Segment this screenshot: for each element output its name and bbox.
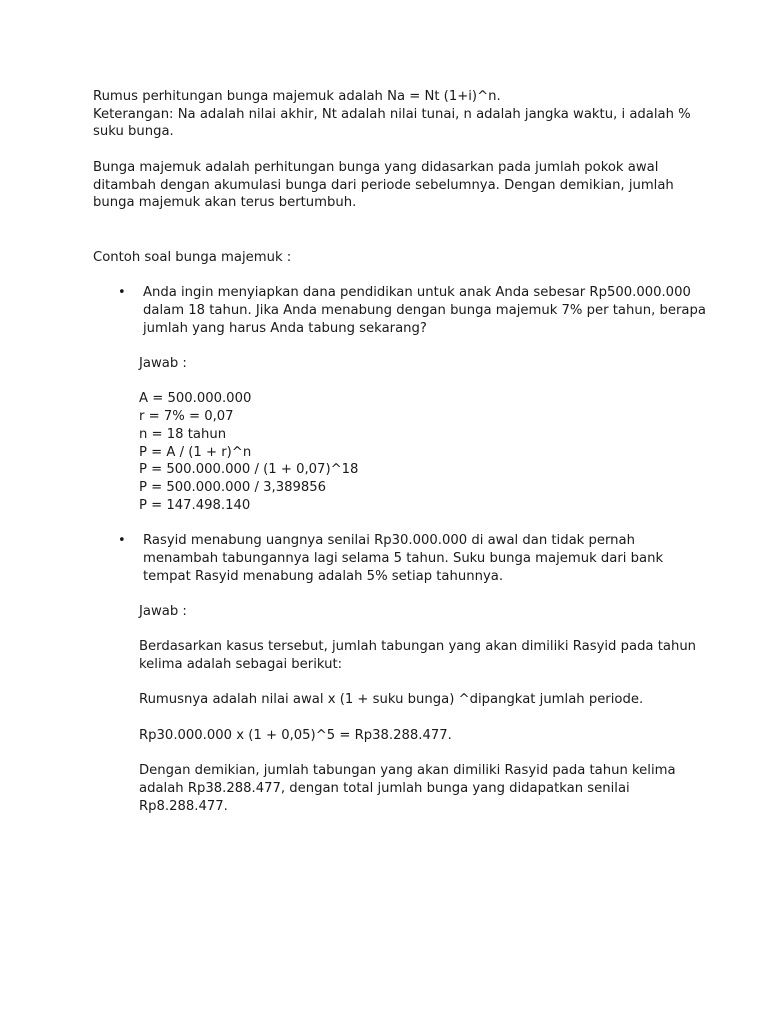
definition-line: bunga majemuk akan terus bertumbuh. xyxy=(93,195,357,211)
document-page xyxy=(93,88,706,815)
question-line: tempat Rasyid menabung adalah 5% setiap tahunnya. xyxy=(143,568,504,584)
formula-description: Rumusnya adalah nilai awal x (1 + suku bunga) ^dipangkat jumlah periode. xyxy=(139,692,644,708)
definition-line: Bunga majemuk adalah perhitungan bunga yang didasarkan pada jumlah pokok awal xyxy=(93,159,659,175)
calculation-step: P = A / (1 + r)^n xyxy=(139,444,252,460)
calculation-step: P = 500.000.000 / (1 + 0,07)^18 xyxy=(139,462,359,478)
example-item-2 xyxy=(93,532,697,815)
example-2-question xyxy=(93,532,693,585)
conclusion-line: adalah Rp38.288.477, dengan total jumlah bunga yang didapatkan senilai xyxy=(139,780,630,796)
legend-line-continued: suku bunga. xyxy=(93,124,174,140)
example-spacer xyxy=(93,514,693,532)
calculation-line: Rp30.000.000 x (1 + 0,05)^5 = Rp38.288.477. xyxy=(139,727,452,743)
example-1-question xyxy=(93,284,706,337)
calculation-step: P = 500.000.000 / 3,389856 xyxy=(139,480,327,495)
examples-heading: Contoh soal bunga majemuk : xyxy=(93,249,292,265)
calculation-step: A = 500.000.000 xyxy=(139,391,252,407)
conclusion-line: Dengan demikian, jumlah tabungan yang akan dimiliki Rasyid pada tahun kelima xyxy=(139,763,676,779)
example-1-answer xyxy=(93,337,693,514)
definition-paragraph xyxy=(93,159,693,212)
bullet-icon: • xyxy=(118,285,126,301)
example-2-answer xyxy=(93,585,697,815)
bullet-icon: • xyxy=(118,533,126,549)
definition-line: ditambah dengan akumulasi bunga dari periode sebelumnya. Dengan demikian, jumlah xyxy=(93,177,674,193)
question-line: menambah tabungannya lagi selama 5 tahun. Suku bunga majemuk dari bank xyxy=(143,550,664,566)
formula-statement: Rumus perhitungan bunga majemuk adalah Na = Nt (1+i)^n. xyxy=(93,89,501,104)
answer-label: Jawab : xyxy=(139,603,187,619)
question-line: Anda ingin menyiapkan dana pendidikan untuk anak Anda sebesar Rp500.000.000 xyxy=(143,285,691,301)
explanation-line: kelima adalah sebagai berikut: xyxy=(139,656,343,672)
question-line: jumlah yang harus Anda tabung sekarang? xyxy=(143,320,427,336)
question-line: Rasyid menabung uangnya senilai Rp30.000.000 di awal dan tidak pernah xyxy=(143,533,635,549)
explanation-line: Berdasarkan kasus tersebut, jumlah tabungan yang akan dimiliki Rasyid pada tahun xyxy=(139,639,697,655)
examples-list xyxy=(93,284,706,815)
intro-paragraph xyxy=(93,88,693,141)
question-line: dalam 18 tahun. Jika Anda menabung dengan bunga majemuk 7% per tahun, berapa xyxy=(143,303,706,318)
answer-label: Jawab : xyxy=(139,356,187,372)
calculation-step: n = 18 tahun xyxy=(139,426,227,442)
calculation-result: P = 147.498.140 xyxy=(139,497,251,513)
legend-line: Keterangan: Na adalah nilai akhir, Nt adalah nilai tunai, n adalah jangka waktu, i adalah % xyxy=(93,106,691,122)
conclusion-line: Rp8.288.477. xyxy=(139,798,228,814)
calculation-step: r = 7% = 0,07 xyxy=(139,409,234,425)
example-item-1 xyxy=(93,284,706,514)
